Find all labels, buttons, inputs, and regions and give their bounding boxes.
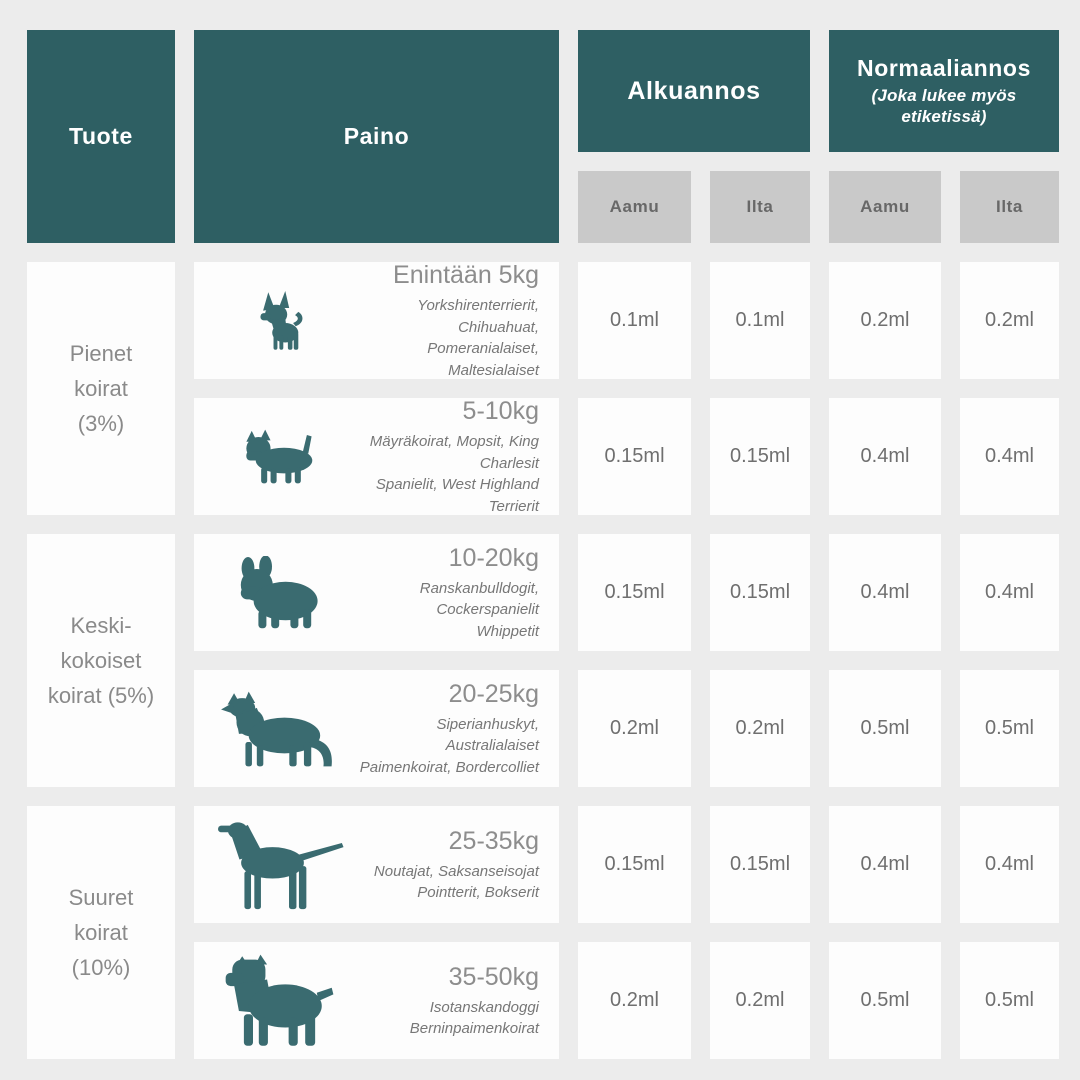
header-paino-label: Paino — [343, 123, 410, 149]
weight-range-label: 25-35kg — [448, 827, 539, 855]
category-label-line: Keski- — [70, 612, 132, 638]
category-label-line: (3%) — [77, 411, 125, 437]
weight-range-label: 5-10kg — [462, 397, 539, 426]
subheader-ilta-1: Ilta — [710, 171, 810, 243]
subheader-aamu-1: Aamu — [578, 171, 691, 243]
dose-value-cell: 0.5ml — [960, 942, 1059, 1059]
category-label-line: Pienet — [69, 340, 133, 366]
dose-value-cell: 0.5ml — [829, 670, 941, 787]
weight-cell — [194, 806, 559, 923]
weight-cell — [194, 670, 559, 787]
dose-value-cell: 0.15ml — [578, 806, 691, 923]
breed-list-line: Noutajat, Saksanseisojat — [373, 862, 539, 880]
dose-value-cell: 0.4ml — [960, 398, 1059, 515]
header-normaaliannos-subtitle: (Joka lukee myös etiketissä) — [871, 86, 1017, 127]
chihuahua-icon — [208, 291, 356, 351]
breed-list-line: Ranskanbulldogit, Cockerspanielit — [419, 579, 539, 619]
header-alkuannos-label: Alkuannos — [627, 76, 761, 105]
breed-list-line: Pointterit, Bokserit — [417, 884, 539, 902]
dose-value-cell: 0.2ml — [710, 942, 810, 1059]
weight-range-label: 10-20kg — [448, 544, 539, 573]
header-normaaliannos-title: Normaaliannos — [857, 55, 1031, 82]
weight-range-label: Enintään 5kg — [393, 261, 539, 290]
breed-list-line: Mäyräkoirat, Mopsit, King Charlesit — [369, 432, 539, 472]
dose-value-cell: 0.4ml — [829, 534, 941, 651]
header-tuote-label: Tuote — [69, 123, 133, 149]
dose-value-cell: 0.4ml — [960, 534, 1059, 651]
dose-value-cell: 0.1ml — [578, 262, 691, 379]
breed-list-line: Pomeranialaiset, Maltesialaiset — [427, 340, 539, 379]
breed-list-line: Yorkshirenterrierit, Chihuahuat, — [417, 296, 539, 336]
category-cell — [27, 806, 175, 1059]
weight-text-block — [356, 678, 539, 779]
breed-list-line: Spanielit, West Highland Terrierit — [375, 476, 539, 515]
weight-cell — [194, 534, 559, 651]
pointer-icon — [208, 818, 356, 911]
dose-value-cell: 0.15ml — [710, 806, 810, 923]
dose-value-cell: 0.2ml — [578, 670, 691, 787]
weight-cell — [194, 942, 559, 1059]
category-label-line: koirat — [74, 375, 128, 401]
category-label-line: (10%) — [71, 955, 131, 981]
weight-text-block — [356, 259, 539, 382]
category-label-line: kokoiset — [60, 647, 142, 673]
breed-list-line: Whippetit — [476, 623, 539, 641]
header-paino — [194, 30, 559, 243]
french-bulldog-icon — [208, 556, 356, 630]
dose-value-cell: 0.2ml — [829, 262, 941, 379]
category-label-line: koirat (5%) — [47, 683, 155, 709]
header-tuote — [27, 30, 175, 243]
dose-value-cell: 0.15ml — [578, 534, 691, 651]
breed-list-line: Berninpaimenkoirat — [409, 1020, 539, 1038]
mastiff-icon — [208, 954, 356, 1048]
category-label-line: Suuret — [68, 884, 134, 910]
weight-range-label: 20-25kg — [448, 680, 539, 709]
category-cell — [27, 534, 175, 787]
weight-cell — [194, 262, 559, 379]
dose-value-cell: 0.15ml — [710, 534, 810, 651]
dose-value-cell: 0.1ml — [710, 262, 810, 379]
dose-value-cell: 0.4ml — [960, 806, 1059, 923]
dose-value-cell: 0.5ml — [960, 670, 1059, 787]
border-collie-icon — [208, 690, 356, 768]
dose-value-cell: 0.2ml — [960, 262, 1059, 379]
dose-value-cell: 0.15ml — [578, 398, 691, 515]
breed-list-line: Paimenkoirat, Bordercolliet — [359, 759, 539, 777]
weight-cell — [194, 398, 559, 515]
weight-range-label: 35-50kg — [448, 963, 539, 991]
breed-list-line: Siperianhuskyt, Australialaiset — [436, 715, 539, 755]
header-alkuannos — [578, 30, 810, 152]
dose-value-cell: 0.15ml — [710, 398, 810, 515]
weight-text-block — [356, 542, 539, 643]
dose-value-cell: 0.4ml — [829, 806, 941, 923]
weight-text-block — [356, 961, 539, 1040]
category-label-line: koirat — [74, 919, 128, 945]
subheader-ilta-2: Ilta — [960, 171, 1059, 243]
breed-list-line: Isotanskandoggi — [429, 998, 539, 1016]
westie-terrier-icon — [208, 428, 356, 485]
header-normaaliannos — [829, 30, 1059, 152]
weight-text-block — [356, 395, 539, 518]
dose-value-cell: 0.2ml — [578, 942, 691, 1059]
dose-value-cell: 0.2ml — [710, 670, 810, 787]
dose-value-cell: 0.4ml — [829, 398, 941, 515]
category-cell — [27, 262, 175, 515]
subheader-aamu-2: Aamu — [829, 171, 941, 243]
dose-value-cell: 0.5ml — [829, 942, 941, 1059]
weight-text-block — [356, 825, 539, 904]
